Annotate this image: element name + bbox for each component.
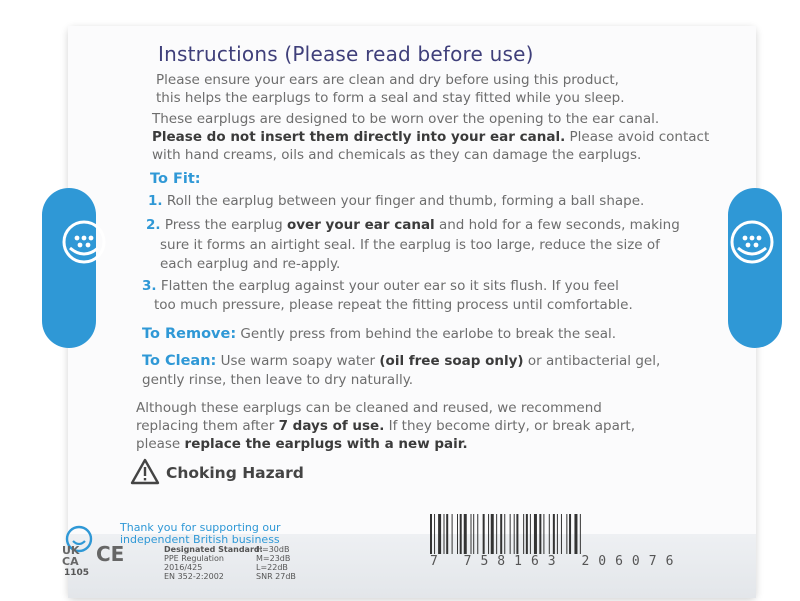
designated-standard-label: Designated Standard: [164, 545, 263, 554]
h-rating: H=30dB [256, 545, 290, 554]
earplug-logo-icon [56, 214, 112, 270]
fit-step-2: 2. Press the earplug over your ear canal and hold for a few seconds, making [146, 217, 680, 233]
barcode-bar [510, 514, 511, 554]
barcode-bar [566, 514, 567, 554]
barcode-bar [514, 514, 515, 554]
to-clean-line: To Clean: Use warm soapy water (oil free soap only) or antibacterial gel, [142, 353, 661, 369]
barcode-bar [526, 514, 528, 554]
barcode-bar [557, 514, 558, 554]
barcode-bar [553, 514, 555, 554]
barcode-bar [500, 514, 502, 554]
barcode-bar [549, 514, 550, 554]
fit-step-1: 1. Roll the earplug between your finger and thumb, forming a ball shape. [148, 193, 645, 209]
barcode-bar [464, 514, 467, 554]
fit-step-3-line-2: too much pressure, please repeat the fitting process until comfortable. [154, 297, 633, 313]
fit-step-2-line-3: each earplug and re-apply. [160, 256, 341, 272]
barcode-bar [473, 514, 474, 554]
barcode-bar [460, 514, 462, 554]
to-clean-line-2: gently rinse, then leave to dry naturally. [142, 372, 414, 388]
ppe-regulation-number: 2016/425 [164, 563, 203, 572]
design-line-1: These earplugs are designed to be worn over the opening to the ear canal. [152, 111, 660, 127]
barcode-bar [580, 514, 581, 554]
barcode-bar [543, 514, 544, 554]
barcode-bar [491, 514, 494, 554]
barcode-bar [530, 514, 531, 554]
reuse-line-1: Although these earplugs can be cleaned and reused, we recommend [136, 400, 602, 416]
barcode-bar [496, 514, 497, 554]
instructions-title: Instructions (Please read before use) [158, 42, 534, 66]
snr-rating: SNR 27dB [256, 572, 296, 581]
choking-hazard-label: Choking Hazard [166, 464, 304, 482]
reuse-line-2: replacing them after 7 days of use. If they become dirty, or break apart, [136, 418, 635, 434]
reuse-line-3: please replace the earplugs with a new pair. [136, 436, 468, 452]
ppe-regulation-label: PPE Regulation [164, 554, 224, 563]
barcode-bar [452, 514, 453, 554]
left-blue-tab [42, 188, 96, 348]
l-rating: L=22dB [256, 563, 288, 572]
to-remove-line: To Remove: Gently press from behind the earlobe to break the seal. [142, 326, 617, 342]
barcode-bar [444, 514, 445, 554]
design-line-2: Please do not insert them directly into your ear canal. Please avoid contact [152, 129, 710, 145]
barcode-bar [430, 514, 432, 554]
barcode-bar [477, 514, 478, 554]
thanks-line-2: independent British business [120, 533, 280, 546]
barcode-bar [534, 514, 537, 554]
barcode-bar [561, 514, 562, 554]
ukca-mark: UK CA [62, 544, 80, 568]
barcode-bar [523, 514, 524, 554]
barcode-bar [569, 514, 571, 554]
fit-step-3: 3. Flatten the earplug against your outer ear so it sits flush. If you feel [142, 278, 619, 294]
right-blue-tab [728, 188, 782, 348]
m-rating: M=23dB [256, 554, 291, 563]
barcode-bar [504, 514, 505, 554]
barcode-bar [516, 514, 518, 554]
intro-line-1: Please ensure your ears are clean and dry before using this product, [156, 72, 619, 88]
barcode [430, 514, 730, 554]
warning-triangle-icon [130, 458, 160, 485]
barcode-number: 7 758163 206076 [430, 554, 683, 569]
barcode-bar [434, 514, 435, 554]
barcode-bar [574, 514, 577, 554]
ce-mark: CE [96, 542, 125, 566]
earplug-logo-icon [724, 214, 780, 270]
ukca-number: 1105 [64, 568, 90, 578]
fit-step-2-line-2: sure it forms an airtight seal. If the earplug is too large, reduce the size of [160, 237, 660, 253]
barcode-bar [539, 514, 541, 554]
barcode-bar [446, 514, 448, 554]
en-standard: EN 352-2:2002 [164, 572, 224, 581]
barcode-bar [471, 514, 472, 554]
barcode-bar [457, 514, 458, 554]
thanks-line-1: Thank you for supporting our [120, 521, 281, 534]
barcode-bar [438, 514, 441, 554]
intro-line-2: this helps the earplugs to form a seal and stay fitted while you sleep. [156, 90, 625, 106]
earplug-box [62, 26, 756, 598]
design-line-3: with hand creams, oils and chemicals as they can damage the earplugs. [152, 147, 642, 163]
barcode-bar [488, 514, 489, 554]
barcode-bar [483, 514, 485, 554]
to-fit-heading: To Fit: [150, 171, 201, 187]
